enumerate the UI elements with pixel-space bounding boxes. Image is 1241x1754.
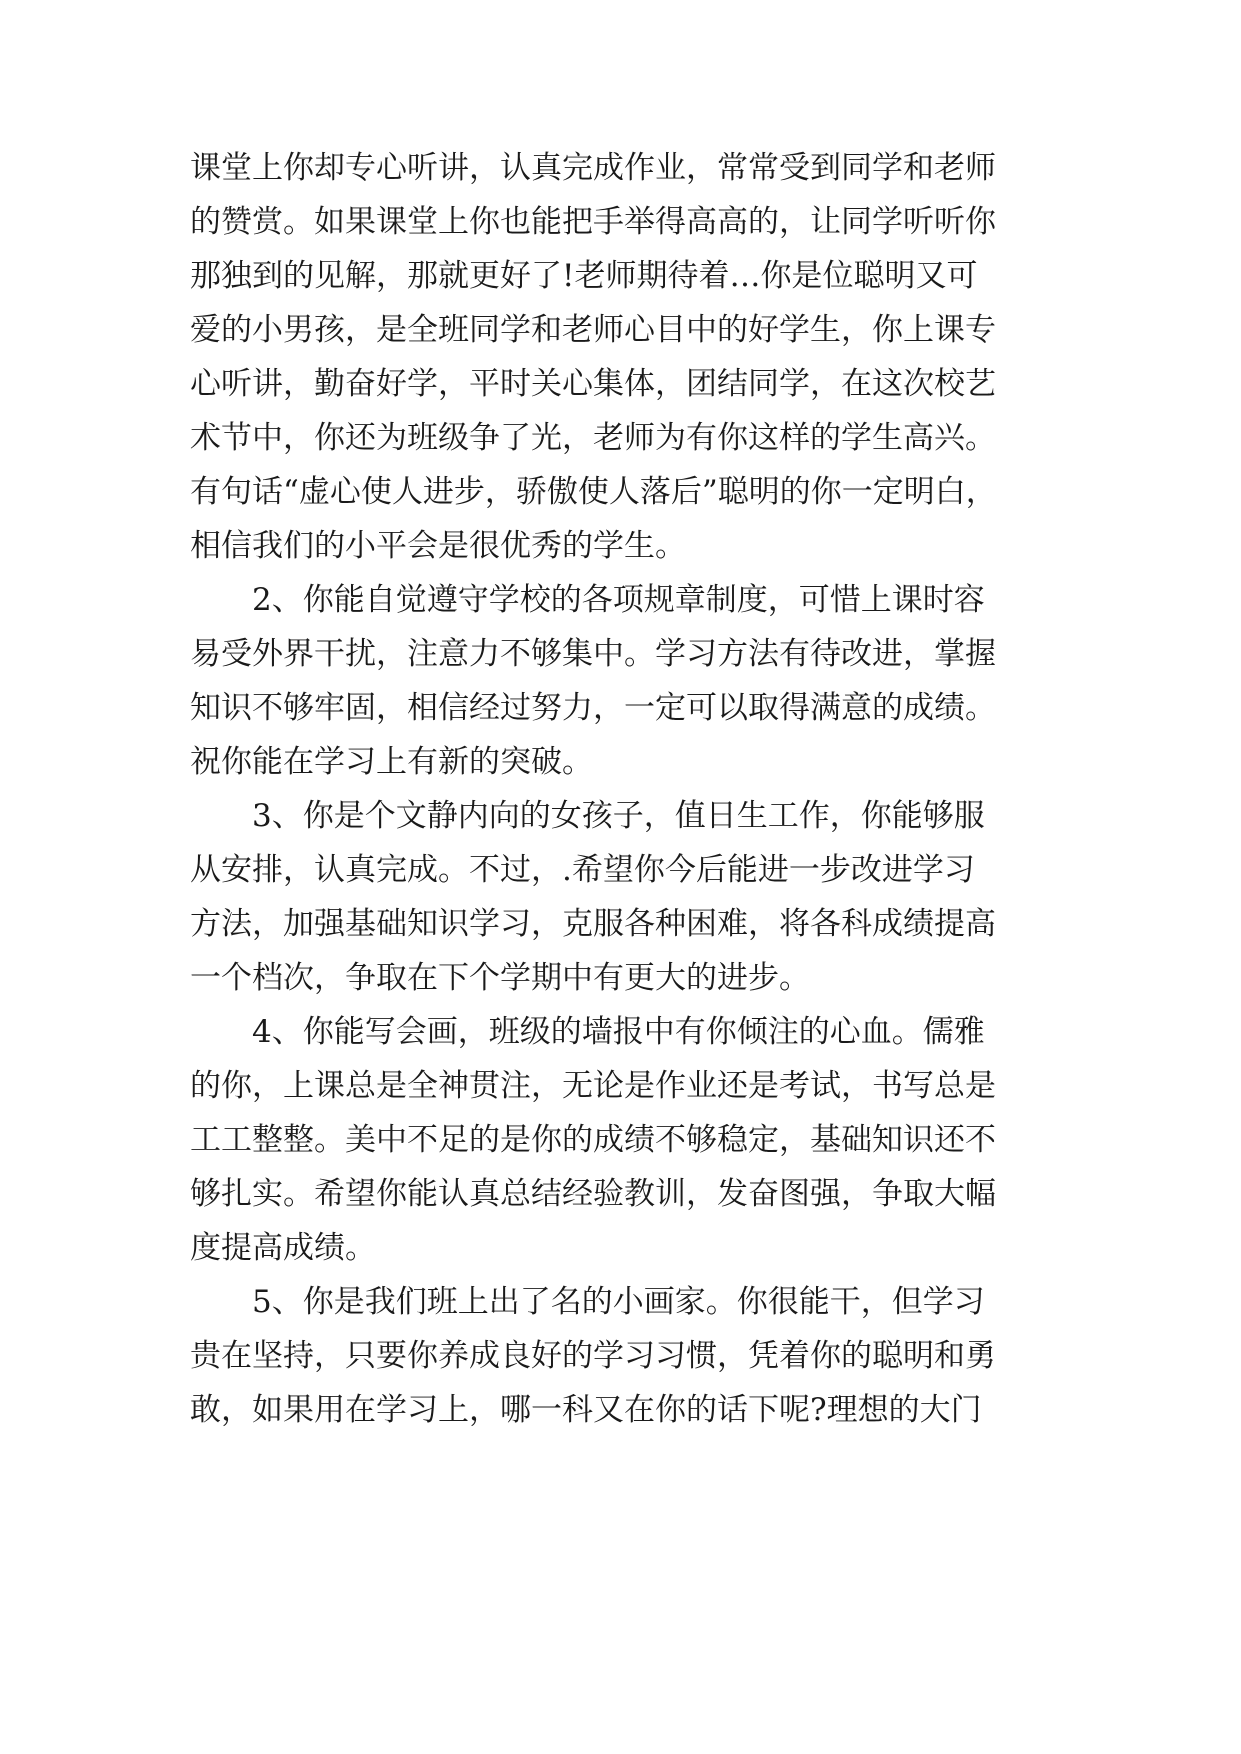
text-line: 度提高成绩。: [190, 1230, 376, 1266]
text-line: 知识不够牢固，相信经过努力，一定可以取得满意的成绩。: [190, 690, 996, 726]
paragraph-4-start: 4、你能写会画，班级的墙报中有你倾注的心血。儒雅: [252, 1014, 985, 1050]
text-line: 那独到的见解，那就更好了!老师期待着…你是位聪明又可: [190, 258, 978, 294]
text-line: 工工整整。美中不足的是你的成绩不够稳定，基础知识还不: [190, 1122, 996, 1158]
text-line: 贵在坚持，只要你养成良好的学习习惯，凭着你的聪明和勇: [190, 1338, 996, 1374]
text-line: 祝你能在学习上有新的突破。: [190, 744, 593, 780]
text-line: 易受外界干扰，注意力不够集中。学习方法有待改进，掌握: [190, 636, 996, 672]
paragraph-2-start: 2、你能自觉遵守学校的各项规章制度，可惜上课时容: [252, 582, 985, 618]
text-line: 有句话“虚心使人进步，骄傲使人落后”聪明的你一定明白，: [190, 474, 997, 510]
text-line: 够扎实。希望你能认真总结经验教训，发奋图强，争取大幅: [190, 1176, 996, 1212]
text-line: 的你，上课总是全神贯注，无论是作业还是考试，书写总是: [190, 1068, 996, 1104]
text-line: 的赞赏。如果课堂上你也能把手举得高高的，让同学听听你: [190, 204, 996, 240]
text-line: 从安排，认真完成。不过，.希望你今后能进一步改进学习: [190, 852, 975, 888]
text-line: 课堂上你却专心听讲，认真完成作业，常常受到同学和老师: [190, 150, 996, 186]
text-line: 心听讲，勤奋好学，平时关心集体，团结同学，在这次校艺: [190, 366, 996, 402]
text-line: 相信我们的小平会是很优秀的学生。: [190, 528, 686, 564]
text-line: 一个档次，争取在下个学期中有更大的进步。: [190, 960, 810, 996]
text-line: 术节中，你还为班级争了光，老师为有你这样的学生高兴。: [190, 420, 996, 456]
paragraph-5-start: 5、你是我们班上出了名的小画家。你很能干，但学习: [252, 1284, 985, 1320]
paragraph-3-start: 3、你是个文静内向的女孩子，值日生工作，你能够服: [252, 798, 985, 834]
text-line: 方法，加强基础知识学习，克服各种困难，将各科成绩提高: [190, 906, 996, 942]
text-line: 爱的小男孩，是全班同学和老师心目中的好学生，你上课专: [190, 312, 996, 348]
text-line: 敢，如果用在学习上，哪一科又在你的话下呢?理想的大门: [190, 1392, 982, 1428]
